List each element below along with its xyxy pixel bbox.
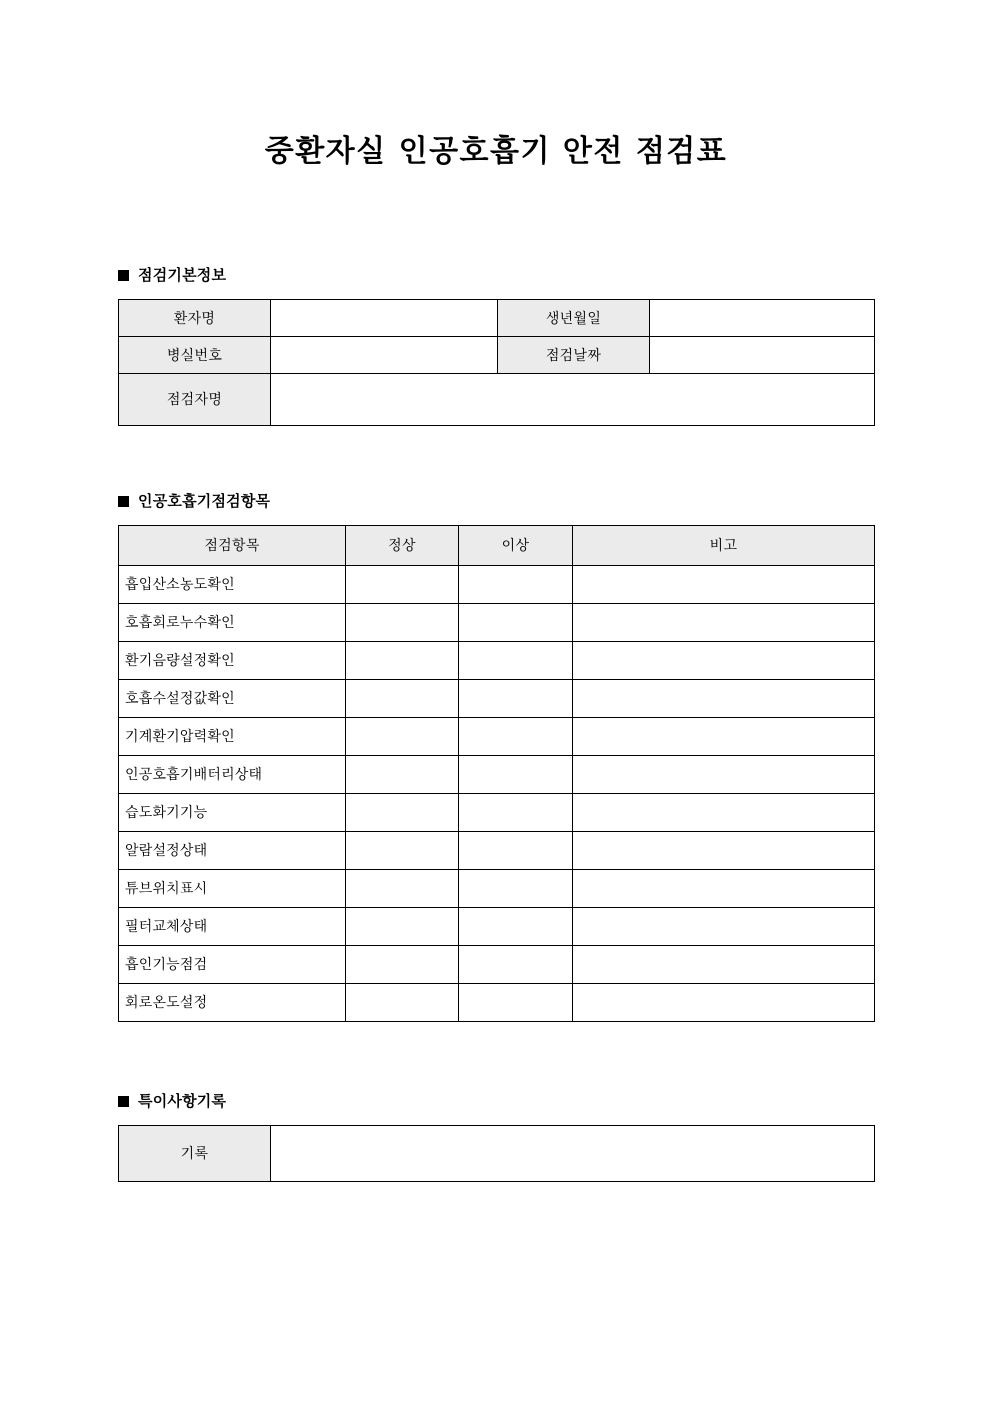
section-heading-label: 점검기본정보 (138, 265, 227, 284)
label-patient-name: 환자명 (119, 299, 271, 336)
spacer-heading-checklist (118, 509, 874, 525)
checklist-abnormal-box[interactable] (459, 679, 573, 717)
column-header-item: 점검항목 (119, 525, 346, 565)
checklist-item-label: 기계환기압력확인 (119, 717, 346, 755)
label-room-number: 병실번호 (119, 336, 271, 373)
table-row (119, 373, 875, 425)
checklist-item-label: 알람설정상태 (119, 831, 346, 869)
checklist-item-label: 환기음량설정확인 (119, 641, 346, 679)
checklist-item-label: 호흡수설정값확인 (119, 679, 346, 717)
checklist-note-box[interactable] (573, 945, 875, 983)
checklist-normal-box[interactable] (346, 679, 459, 717)
checklist-note-box[interactable] (573, 641, 875, 679)
table-row (119, 869, 875, 907)
spacer-section-2-3 (0, 1022, 992, 1094)
table-row (119, 1125, 875, 1181)
label-inspection-date: 점검날짜 (498, 336, 650, 373)
table-row (119, 679, 875, 717)
section-checklist (0, 491, 992, 1022)
checklist-abnormal-box[interactable] (459, 793, 573, 831)
checklist-normal-box[interactable] (346, 603, 459, 641)
table-row (119, 565, 875, 603)
table-row (119, 907, 875, 945)
checklist-normal-box[interactable] (346, 869, 459, 907)
label-inspector-name: 점검자명 (119, 373, 271, 425)
table-row (119, 603, 875, 641)
section-heading-basic-info (118, 265, 874, 284)
checklist-normal-box[interactable] (346, 565, 459, 603)
square-bullet-icon (118, 270, 129, 281)
label-birth-date: 생년월일 (498, 299, 650, 336)
checklist-item-label: 회로온도설정 (119, 983, 346, 1021)
field-inspector-name[interactable] (271, 373, 875, 425)
table-row (119, 945, 875, 983)
table-row (119, 299, 875, 336)
checklist-note-box[interactable] (573, 717, 875, 755)
checklist-item-label: 흡인기능점검 (119, 945, 346, 983)
checklist-note-box[interactable] (573, 983, 875, 1021)
checklist-normal-box[interactable] (346, 641, 459, 679)
page-title: 중환자실 인공호흡기 안전 점검표 (264, 134, 728, 169)
field-birth-date[interactable] (650, 299, 875, 336)
checklist-abnormal-box[interactable] (459, 983, 573, 1021)
section-heading-checklist (118, 491, 874, 510)
checklist-abnormal-box[interactable] (459, 755, 573, 793)
checklist-note-box[interactable] (573, 603, 875, 641)
square-bullet-icon (118, 1096, 129, 1107)
field-record[interactable] (271, 1125, 875, 1181)
spacer-title (0, 171, 992, 268)
section-heading-notes (118, 1091, 874, 1110)
checklist-abnormal-box[interactable] (459, 907, 573, 945)
checklist-note-box[interactable] (573, 831, 875, 869)
spacer-heading-notes (118, 1109, 874, 1125)
notes-table (118, 1125, 875, 1182)
checklist-item-label: 습도화기기능 (119, 793, 346, 831)
checklist-abnormal-box[interactable] (459, 565, 573, 603)
checklist-table-body (119, 565, 875, 1021)
field-patient-name[interactable] (271, 299, 498, 336)
basic-info-table (118, 299, 875, 426)
checklist-item-label: 호흡회로누수확인 (119, 603, 346, 641)
table-header-row (119, 525, 875, 565)
checklist-abnormal-box[interactable] (459, 641, 573, 679)
checklist-note-box[interactable] (573, 755, 875, 793)
section-basic-info (0, 265, 992, 426)
checklist-note-box[interactable] (573, 869, 875, 907)
checklist-abnormal-box[interactable] (459, 945, 573, 983)
table-row (119, 793, 875, 831)
checklist-note-box[interactable] (573, 907, 875, 945)
checklist-item-label: 필터교체상태 (119, 907, 346, 945)
checklist-item-label: 튜브위치표시 (119, 869, 346, 907)
checklist-normal-box[interactable] (346, 983, 459, 1021)
checklist-item-label: 인공호흡기배터리상태 (119, 755, 346, 793)
checklist-normal-box[interactable] (346, 755, 459, 793)
checklist-item-label: 흡입산소농도확인 (119, 565, 346, 603)
section-heading-label: 인공호흡기점검항목 (138, 491, 271, 510)
checklist-note-box[interactable] (573, 565, 875, 603)
spacer-heading-basic (118, 283, 874, 299)
label-record: 기록 (119, 1125, 271, 1181)
column-header-abnormal: 이상 (459, 525, 573, 565)
table-row (119, 336, 875, 373)
table-row (119, 641, 875, 679)
table-row (119, 717, 875, 755)
section-notes (0, 1091, 992, 1182)
checklist-normal-box[interactable] (346, 945, 459, 983)
spacer-section-1-2 (0, 426, 992, 494)
checklist-note-box[interactable] (573, 793, 875, 831)
checklist-abnormal-box[interactable] (459, 831, 573, 869)
checklist-note-box[interactable] (573, 679, 875, 717)
checklist-abnormal-box[interactable] (459, 603, 573, 641)
checklist-abnormal-box[interactable] (459, 717, 573, 755)
table-row (119, 755, 875, 793)
column-header-normal: 정상 (346, 525, 459, 565)
field-room-number[interactable] (271, 336, 498, 373)
checklist-abnormal-box[interactable] (459, 869, 573, 907)
square-bullet-icon (118, 496, 129, 507)
checklist-normal-box[interactable] (346, 907, 459, 945)
checklist-normal-box[interactable] (346, 717, 459, 755)
section-heading-label: 특이사항기록 (138, 1091, 227, 1110)
checklist-normal-box[interactable] (346, 793, 459, 831)
column-header-note: 비고 (573, 525, 875, 565)
field-inspection-date[interactable] (650, 336, 875, 373)
checklist-normal-box[interactable] (346, 831, 459, 869)
table-row (119, 831, 875, 869)
table-row (119, 983, 875, 1021)
checklist-table (118, 525, 875, 1022)
